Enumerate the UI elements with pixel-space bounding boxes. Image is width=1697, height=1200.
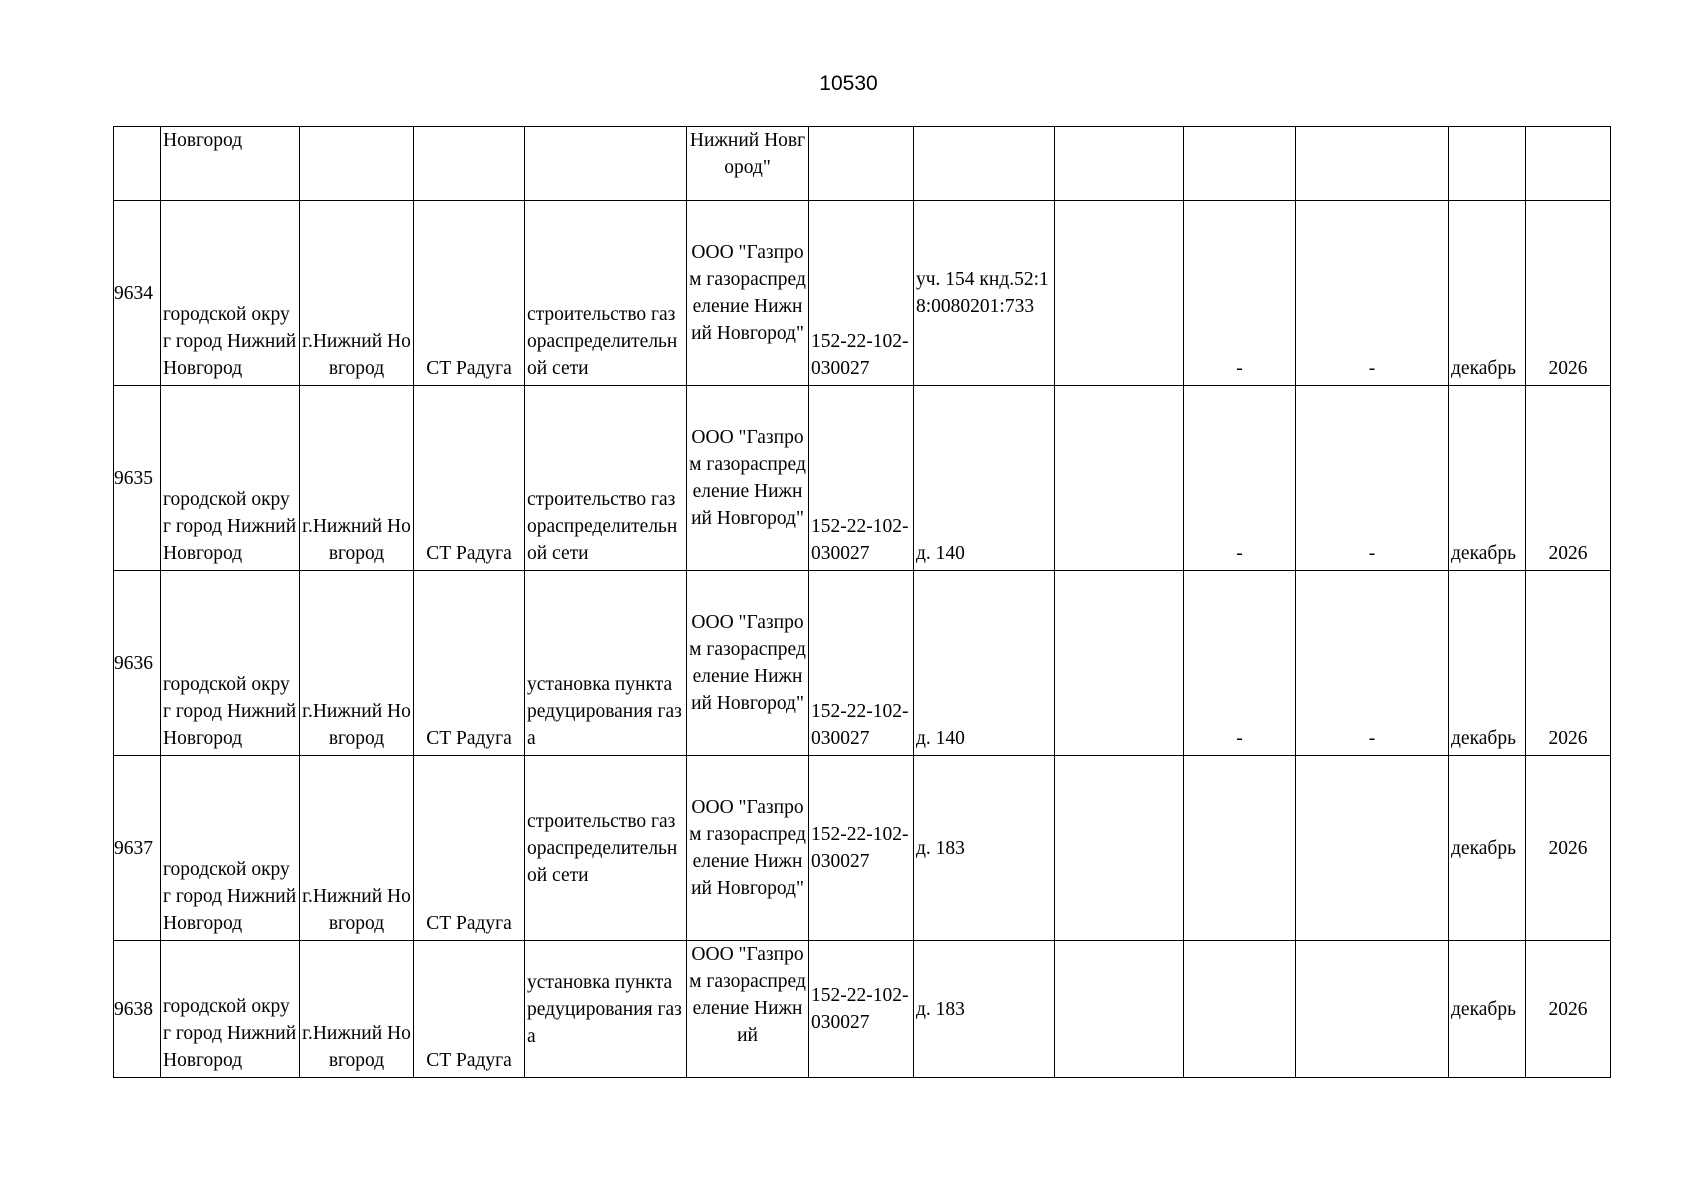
cell-month: [1449, 127, 1526, 201]
cell-empty: [1055, 201, 1184, 386]
cell-empty: [1184, 756, 1296, 941]
cell-organization: ООО "Газпром газораспределение Нижний Новгород": [687, 756, 809, 941]
cell-city: г.Нижний Новгород: [300, 201, 414, 386]
cell-month: декабрь: [1449, 941, 1526, 1078]
cell-work: строительство газораспределительной сети: [525, 201, 687, 386]
cell-empty: [1055, 386, 1184, 571]
cell-work: [525, 127, 687, 201]
gasification-table: [113, 126, 1611, 1078]
cell-location: СТ Радуга: [414, 756, 525, 941]
table-row: [114, 941, 1611, 1078]
cell-work: установка пункта редуцирования газа: [525, 941, 687, 1078]
cell-dash: [1296, 127, 1449, 201]
cell-month: декабрь: [1449, 756, 1526, 941]
cell-organization: ООО "Газпром газораспределение Нижний Новгород": [687, 386, 809, 571]
cell-empty: [1055, 941, 1184, 1078]
cell-city: г.Нижний Новгород: [300, 756, 414, 941]
cell-year: 2026: [1526, 571, 1611, 756]
cell-code: 152-22-102-030027: [809, 201, 914, 386]
cell-empty: [1184, 941, 1296, 1078]
cell-code: 152-22-102-030027: [809, 941, 914, 1078]
cell-empty: [1055, 756, 1184, 941]
cell-code: 152-22-102-030027: [809, 756, 914, 941]
cell-location: СТ Радуга: [414, 386, 525, 571]
cell-municipality: городской округ город Нижний Новгород: [161, 386, 300, 571]
cell-city: г.Нижний Новгород: [300, 571, 414, 756]
cell-number: [114, 127, 161, 201]
cell-dash: -: [1296, 201, 1449, 386]
cell-number: 9635: [114, 386, 161, 571]
cell-year: 2026: [1526, 201, 1611, 386]
cell-municipality: городской округ город Нижний Новгород: [161, 756, 300, 941]
cell-dash: -: [1296, 571, 1449, 756]
cell-month: декабрь: [1449, 571, 1526, 756]
cell-parcel: д. 140: [914, 571, 1055, 756]
cell-municipality: городской округ город Нижний Новгород: [161, 941, 300, 1078]
cell-dash: [1184, 127, 1296, 201]
table-row: [114, 127, 1611, 201]
cell-parcel: уч. 154 кнд.52:18:0080201:733: [914, 201, 1055, 386]
cell-municipality: городской округ город Нижний Новгород: [161, 201, 300, 386]
cell-municipality: городской округ город Нижний Новгород: [161, 571, 300, 756]
cell-code: [809, 127, 914, 201]
page-number: 10530: [819, 72, 878, 95]
cell-month: декабрь: [1449, 201, 1526, 386]
cell-dash: -: [1184, 386, 1296, 571]
cell-work: строительство газораспределительной сети: [525, 386, 687, 571]
cell-organization: ООО "Газпром газораспределение Нижний: [687, 941, 809, 1078]
cell-parcel: д. 183: [914, 941, 1055, 1078]
cell-year: 2026: [1526, 386, 1611, 571]
cell-year: 2026: [1526, 941, 1611, 1078]
cell-dash: -: [1296, 386, 1449, 571]
table-row: [114, 756, 1611, 941]
cell-municipality: Новгород: [161, 127, 300, 201]
cell-dash: -: [1184, 571, 1296, 756]
cell-parcel: д. 140: [914, 386, 1055, 571]
cell-location: СТ Радуга: [414, 571, 525, 756]
cell-organization: ООО "Газпром газораспределение Нижний Новгород": [687, 571, 809, 756]
cell-code: 152-22-102-030027: [809, 386, 914, 571]
cell-code: 152-22-102-030027: [809, 571, 914, 756]
cell-parcel: д. 183: [914, 756, 1055, 941]
cell-work: установка пункта редуцирования газа: [525, 571, 687, 756]
cell-empty: [1296, 941, 1449, 1078]
cell-city: [300, 127, 414, 201]
table-row: [114, 386, 1611, 571]
cell-number: 9636: [114, 571, 161, 756]
cell-year: 2026: [1526, 756, 1611, 941]
cell-empty: [1296, 756, 1449, 941]
cell-city: г.Нижний Новгород: [300, 941, 414, 1078]
cell-number: 9634: [114, 201, 161, 386]
cell-work: строительство газораспределительной сети: [525, 756, 687, 941]
cell-number: 9637: [114, 756, 161, 941]
table-row: [114, 571, 1611, 756]
cell-dash: -: [1184, 201, 1296, 386]
cell-organization: ООО "Газпром газораспределение Нижний Новгород": [687, 201, 809, 386]
cell-empty: [1055, 127, 1184, 201]
cell-number: 9638: [114, 941, 161, 1078]
cell-location: СТ Радуга: [414, 201, 525, 386]
cell-parcel: [914, 127, 1055, 201]
cell-year: [1526, 127, 1611, 201]
cell-location: СТ Радуга: [414, 941, 525, 1078]
cell-organization: Нижний Новгород": [687, 127, 809, 201]
cell-empty: [1055, 571, 1184, 756]
cell-location: [414, 127, 525, 201]
cell-month: декабрь: [1449, 386, 1526, 571]
table-row: [114, 201, 1611, 386]
cell-city: г.Нижний Новгород: [300, 386, 414, 571]
